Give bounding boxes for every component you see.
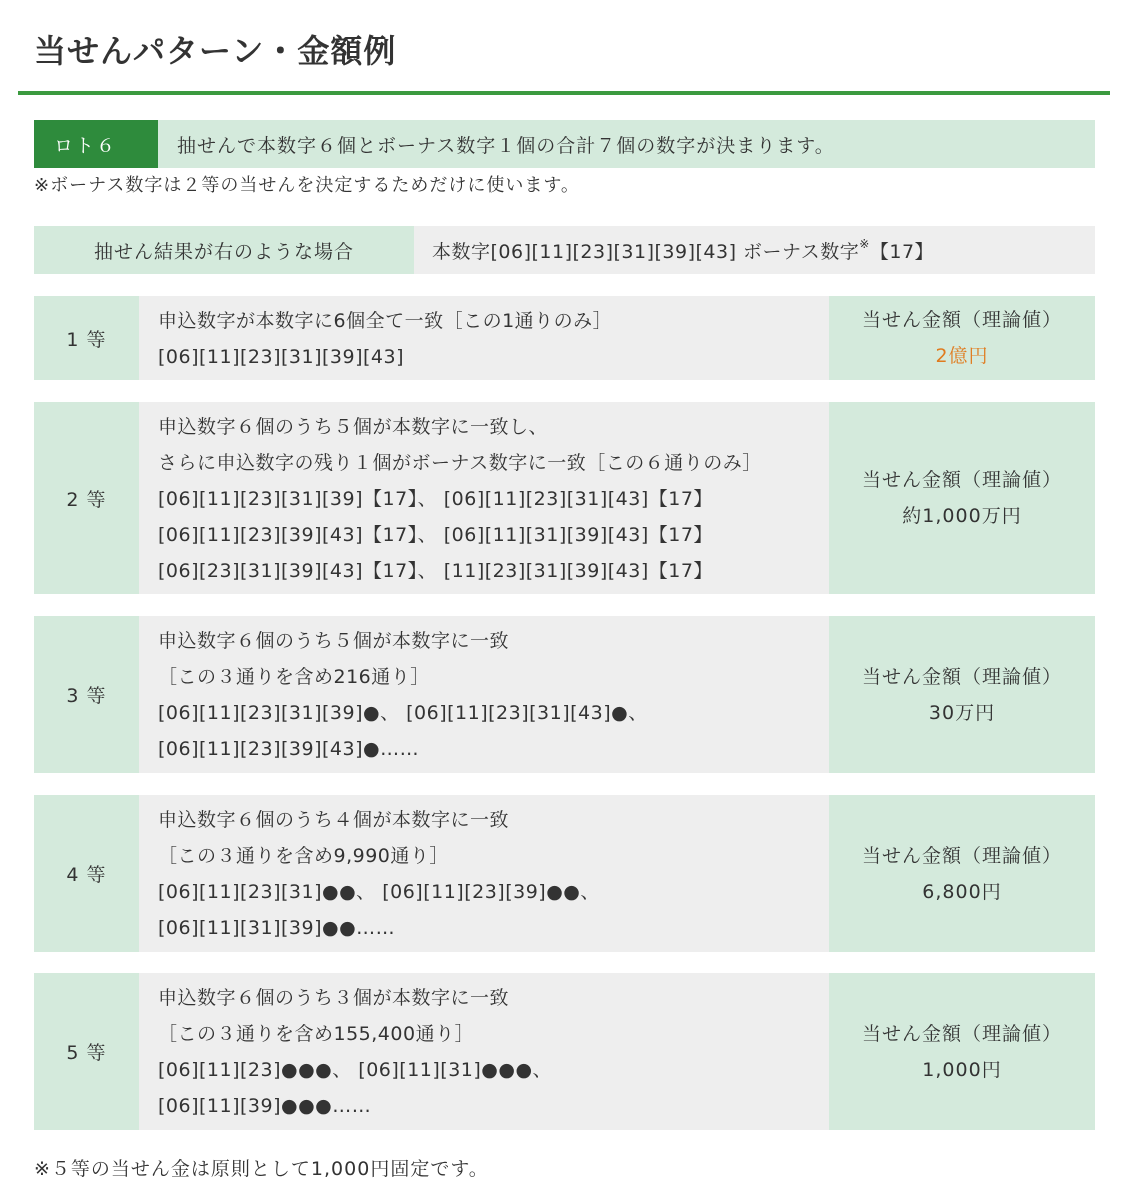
pattern-line: [06][11][23][39][43]●…… (158, 738, 420, 760)
pattern-line: [06][11][39]●●●…… (158, 1095, 372, 1117)
amount-label: 当せん金額（理論値） (861, 469, 1062, 491)
bonus-note: ※ボーナス数字は２等の当せんを決定するためだけに使います。 (34, 175, 580, 196)
loto-description-bar (34, 120, 1095, 168)
prize-amount-cell (829, 973, 1095, 1130)
amount-value: 6,800円 (922, 880, 1002, 903)
footnote: ※５等の当せん金は原則として1,000円固定です。 (34, 1158, 489, 1180)
prize-row-2 (34, 402, 1095, 594)
prize-pattern (139, 973, 829, 1130)
prize-row-3 (34, 616, 1095, 773)
draw-note-mark: ※ (859, 237, 870, 251)
pattern-line: ［この３通りを含め216通り］ (158, 666, 430, 688)
amount-label: 当せん金額（理論値） (861, 1022, 1062, 1045)
pattern-line: ［この３通りを含め9,990通り］ (158, 845, 449, 867)
pattern-line: [06][11][23][31][39]●、 [06][11][23][31][43]●、 (158, 702, 648, 724)
prize-amount-cell (829, 616, 1095, 773)
pattern-line: 申込数字６個のうち４個が本数字に一致 (158, 809, 510, 831)
amount-value: 1,000円 (922, 1058, 1002, 1081)
pattern-line: 申込数字６個のうち５個が本数字に一致し、 (158, 416, 549, 438)
pattern-line: 申込数字６個のうち３個が本数字に一致 (158, 987, 510, 1009)
pattern-line: [06][11][23][31]●●、 [06][11][23][39]●●、 (158, 881, 600, 903)
prize-amount-cell (829, 296, 1095, 380)
prize-pattern (139, 296, 829, 380)
amount-label: 当せん金額（理論値） (861, 665, 1062, 688)
loto-description: 抽せんで本数字６個とボーナス数字１個の合計７個の数字が決まります。 (177, 134, 835, 157)
prize-row-4 (34, 795, 1095, 952)
prize-amount-cell (829, 402, 1095, 594)
amount-label: 当せん金額（理論値） (861, 844, 1062, 867)
pattern-line: [06][11][23][31][39]【17】、 [06][11][23][31][43]【17】 (158, 488, 713, 510)
pattern-line: 申込数字が本数字に6個全て一致［この1通りのみ］ (158, 310, 613, 332)
draw-example-row (34, 226, 1095, 274)
pattern-line: [06][11][23][39][43]【17】、 [06][11][31][39][43]【17】 (158, 524, 713, 546)
amount-value: 30万円 (928, 701, 996, 724)
prize-rank: 3 等 (34, 616, 139, 773)
draw-bonus-number: 【17】 (869, 240, 935, 263)
amount-value: 約1,000万円 (902, 505, 1022, 527)
page-title: 当せんパターン・金額例 (34, 32, 397, 70)
prize-pattern (139, 402, 829, 594)
draw-main-numbers: 本数字[06][11][23][31][39][43] ボーナス数字 (432, 240, 860, 263)
prize-rank: 2 等 (34, 402, 139, 594)
draw-example-label: 抽せん結果が右のような場合 (34, 226, 414, 274)
pattern-line: [06][23][31][39][43]【17】、 [11][23][31][39][43]【17】 (158, 560, 713, 582)
amount-value: 2億円 (935, 345, 989, 367)
prize-rank: 1 等 (34, 296, 139, 380)
pattern-line: さらに申込数字の残り１個がボーナス数字に一致［この６通りのみ］ (158, 452, 762, 474)
pattern-line: [06][11][23][31][39][43] (158, 346, 405, 368)
pattern-line: ［この３通りを含め155,400通り］ (158, 1023, 475, 1045)
prize-rank: 5 等 (34, 973, 139, 1130)
pattern-line: [06][11][23]●●●、 [06][11][31]●●●、 (158, 1059, 553, 1081)
prize-amount-cell (829, 795, 1095, 952)
title-divider (18, 91, 1110, 95)
prize-row-5 (34, 973, 1095, 1130)
prize-pattern (139, 795, 829, 952)
amount-label: 当せん金額（理論値） (861, 309, 1062, 331)
pattern-line: [06][11][31][39]●●…… (158, 917, 396, 939)
prize-pattern (139, 616, 829, 773)
draw-example-value (414, 226, 1095, 274)
prize-rank: 4 等 (34, 795, 139, 952)
prize-row-1 (34, 296, 1095, 380)
pattern-line: 申込数字６個のうち５個が本数字に一致 (158, 630, 510, 652)
loto-badge: ロト６ (34, 120, 158, 168)
